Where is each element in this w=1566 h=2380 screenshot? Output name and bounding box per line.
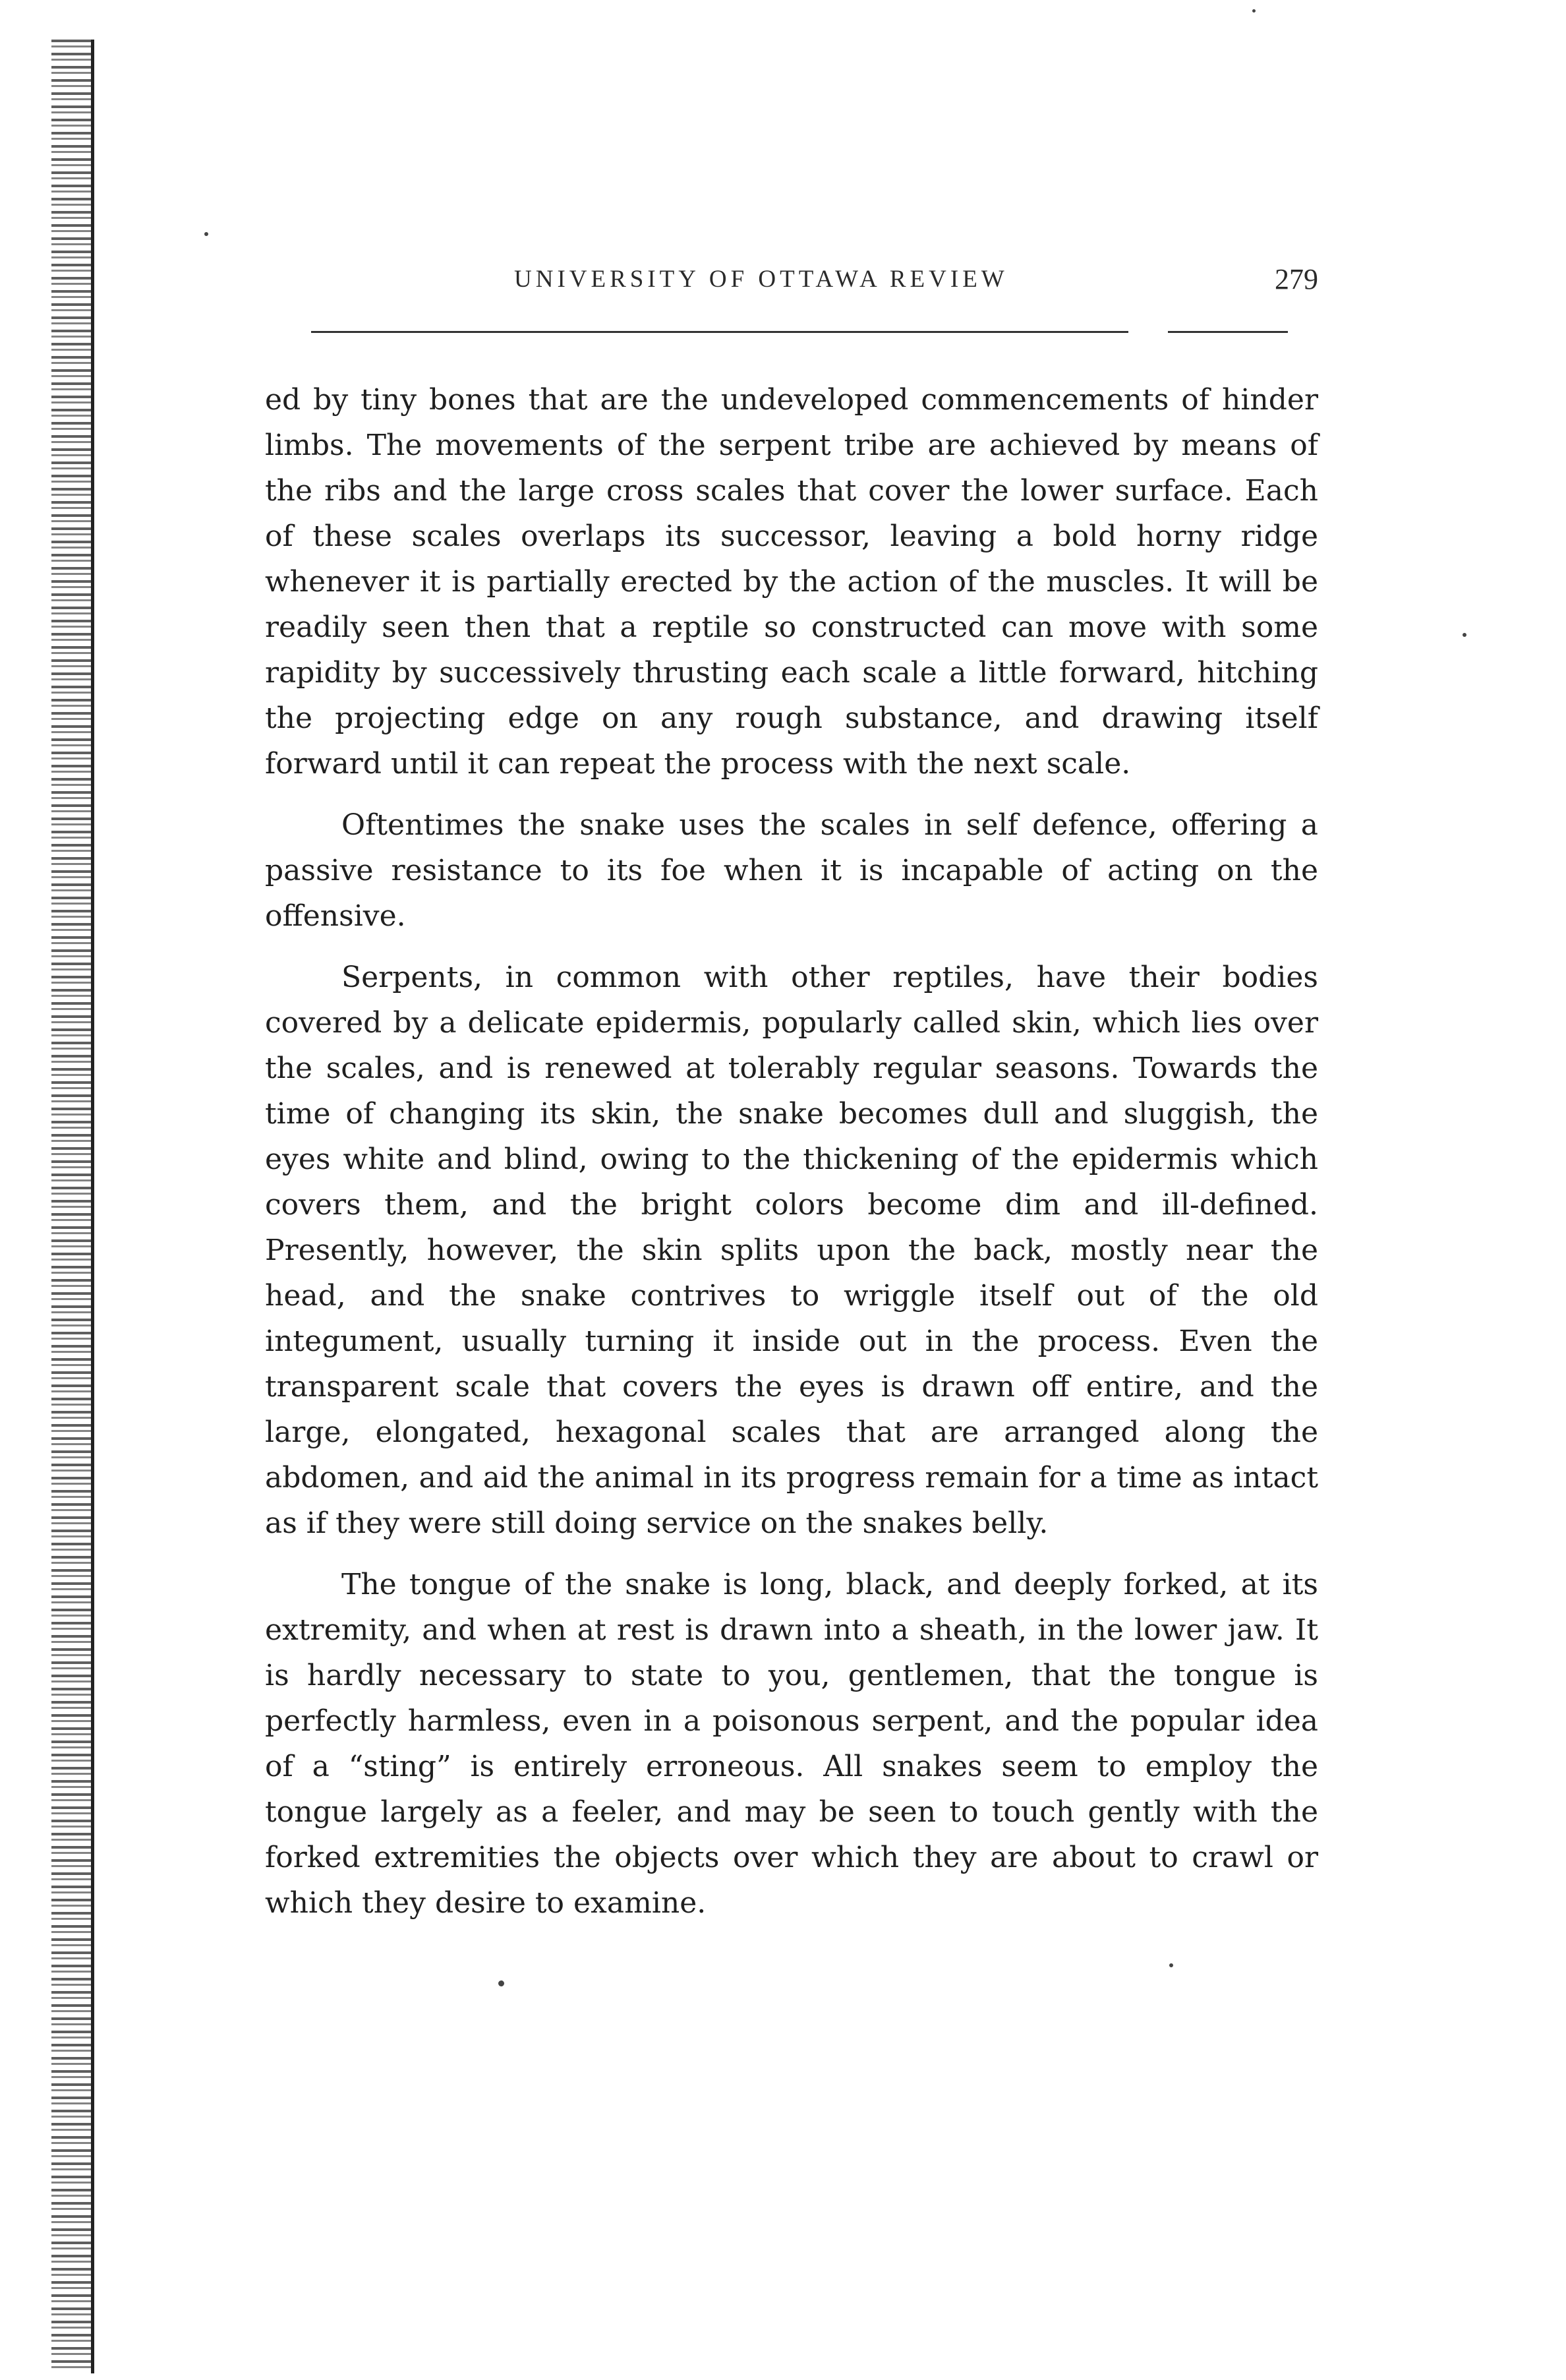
- scan-speck: [1252, 9, 1256, 13]
- body-text: [265, 377, 1318, 1942]
- page-binding-edge: [51, 40, 94, 2373]
- scan-speck: [498, 1980, 504, 1986]
- scan-speck: [1169, 1963, 1173, 1967]
- page-header: [264, 265, 1318, 305]
- page-number: 279: [1275, 263, 1318, 295]
- header-rule-gap: [1128, 330, 1168, 335]
- paragraph-2: Oftentimes the snake uses the scales in self defence, offering a passive resistance to its foe when it is incapable of acting on the offensive.: [265, 808, 1318, 933]
- scan-speck: [204, 232, 208, 236]
- paragraph-4: The tongue of the snake is long, black, and deeply forked, at its extremity, and when at rest is drawn into a sheath, in the lower jaw. It is hardly necessary to state to you, gentlemen, that the tongue is perfectly harmless, even in a poisonous serpent, and the popular idea of a “sting” is entirely erroneous. All snakes seem to employ the tongue largely as a feeler, and may be seen to touch gently with the forked extremities the objects over which they are about to crawl or which they desire to examine.: [265, 1568, 1318, 1920]
- paragraph-3: Serpents, in common with other reptiles, have their bodies covered by a delicate epidermis, popularly called skin, which lies over the scales, and is renewed at tolerably regular seasons. Towards the time of changing its skin, the snake becomes dull and sluggish, the eyes white and blind, owing to the thickening of the epidermis which covers them, and the bright colors become dim and ill-defined. Presently, however, the skin splits upon the back, mostly near the head, and the snake contrives to wriggle itself out of the old integument, usually turning it inside out in the process. Even the transparent scale that covers the eyes is drawn off entire, and the large, elongated, hexagonal scales that are arranged along the abdomen, and aid the animal in its progress remain for a time as intact as if they were still doing service on the snakes belly.: [265, 961, 1318, 1540]
- scan-speck: [1463, 633, 1466, 637]
- running-head: UNIVERSITY OF OTTAWA REVIEW: [514, 266, 1008, 293]
- paragraph-1: ed by tiny bones that are the undeveloped commencements of hinder limbs. The movements of the serpent tribe are achieved by means of the ribs and the large cross scales that cover the lower surface. Each of these scales overlaps its successor, leaving a bold horny ridge whenever it is partially erected by the action of the muscles. It will be readily seen then that a reptile so constructed can move with some rapidity by successively thrusting each scale a little forward, hitching the projecting edge on any rough substance, and drawing itself forward until it can repeat the process with the next scale.: [265, 383, 1318, 781]
- page-binding-line: [91, 40, 94, 2373]
